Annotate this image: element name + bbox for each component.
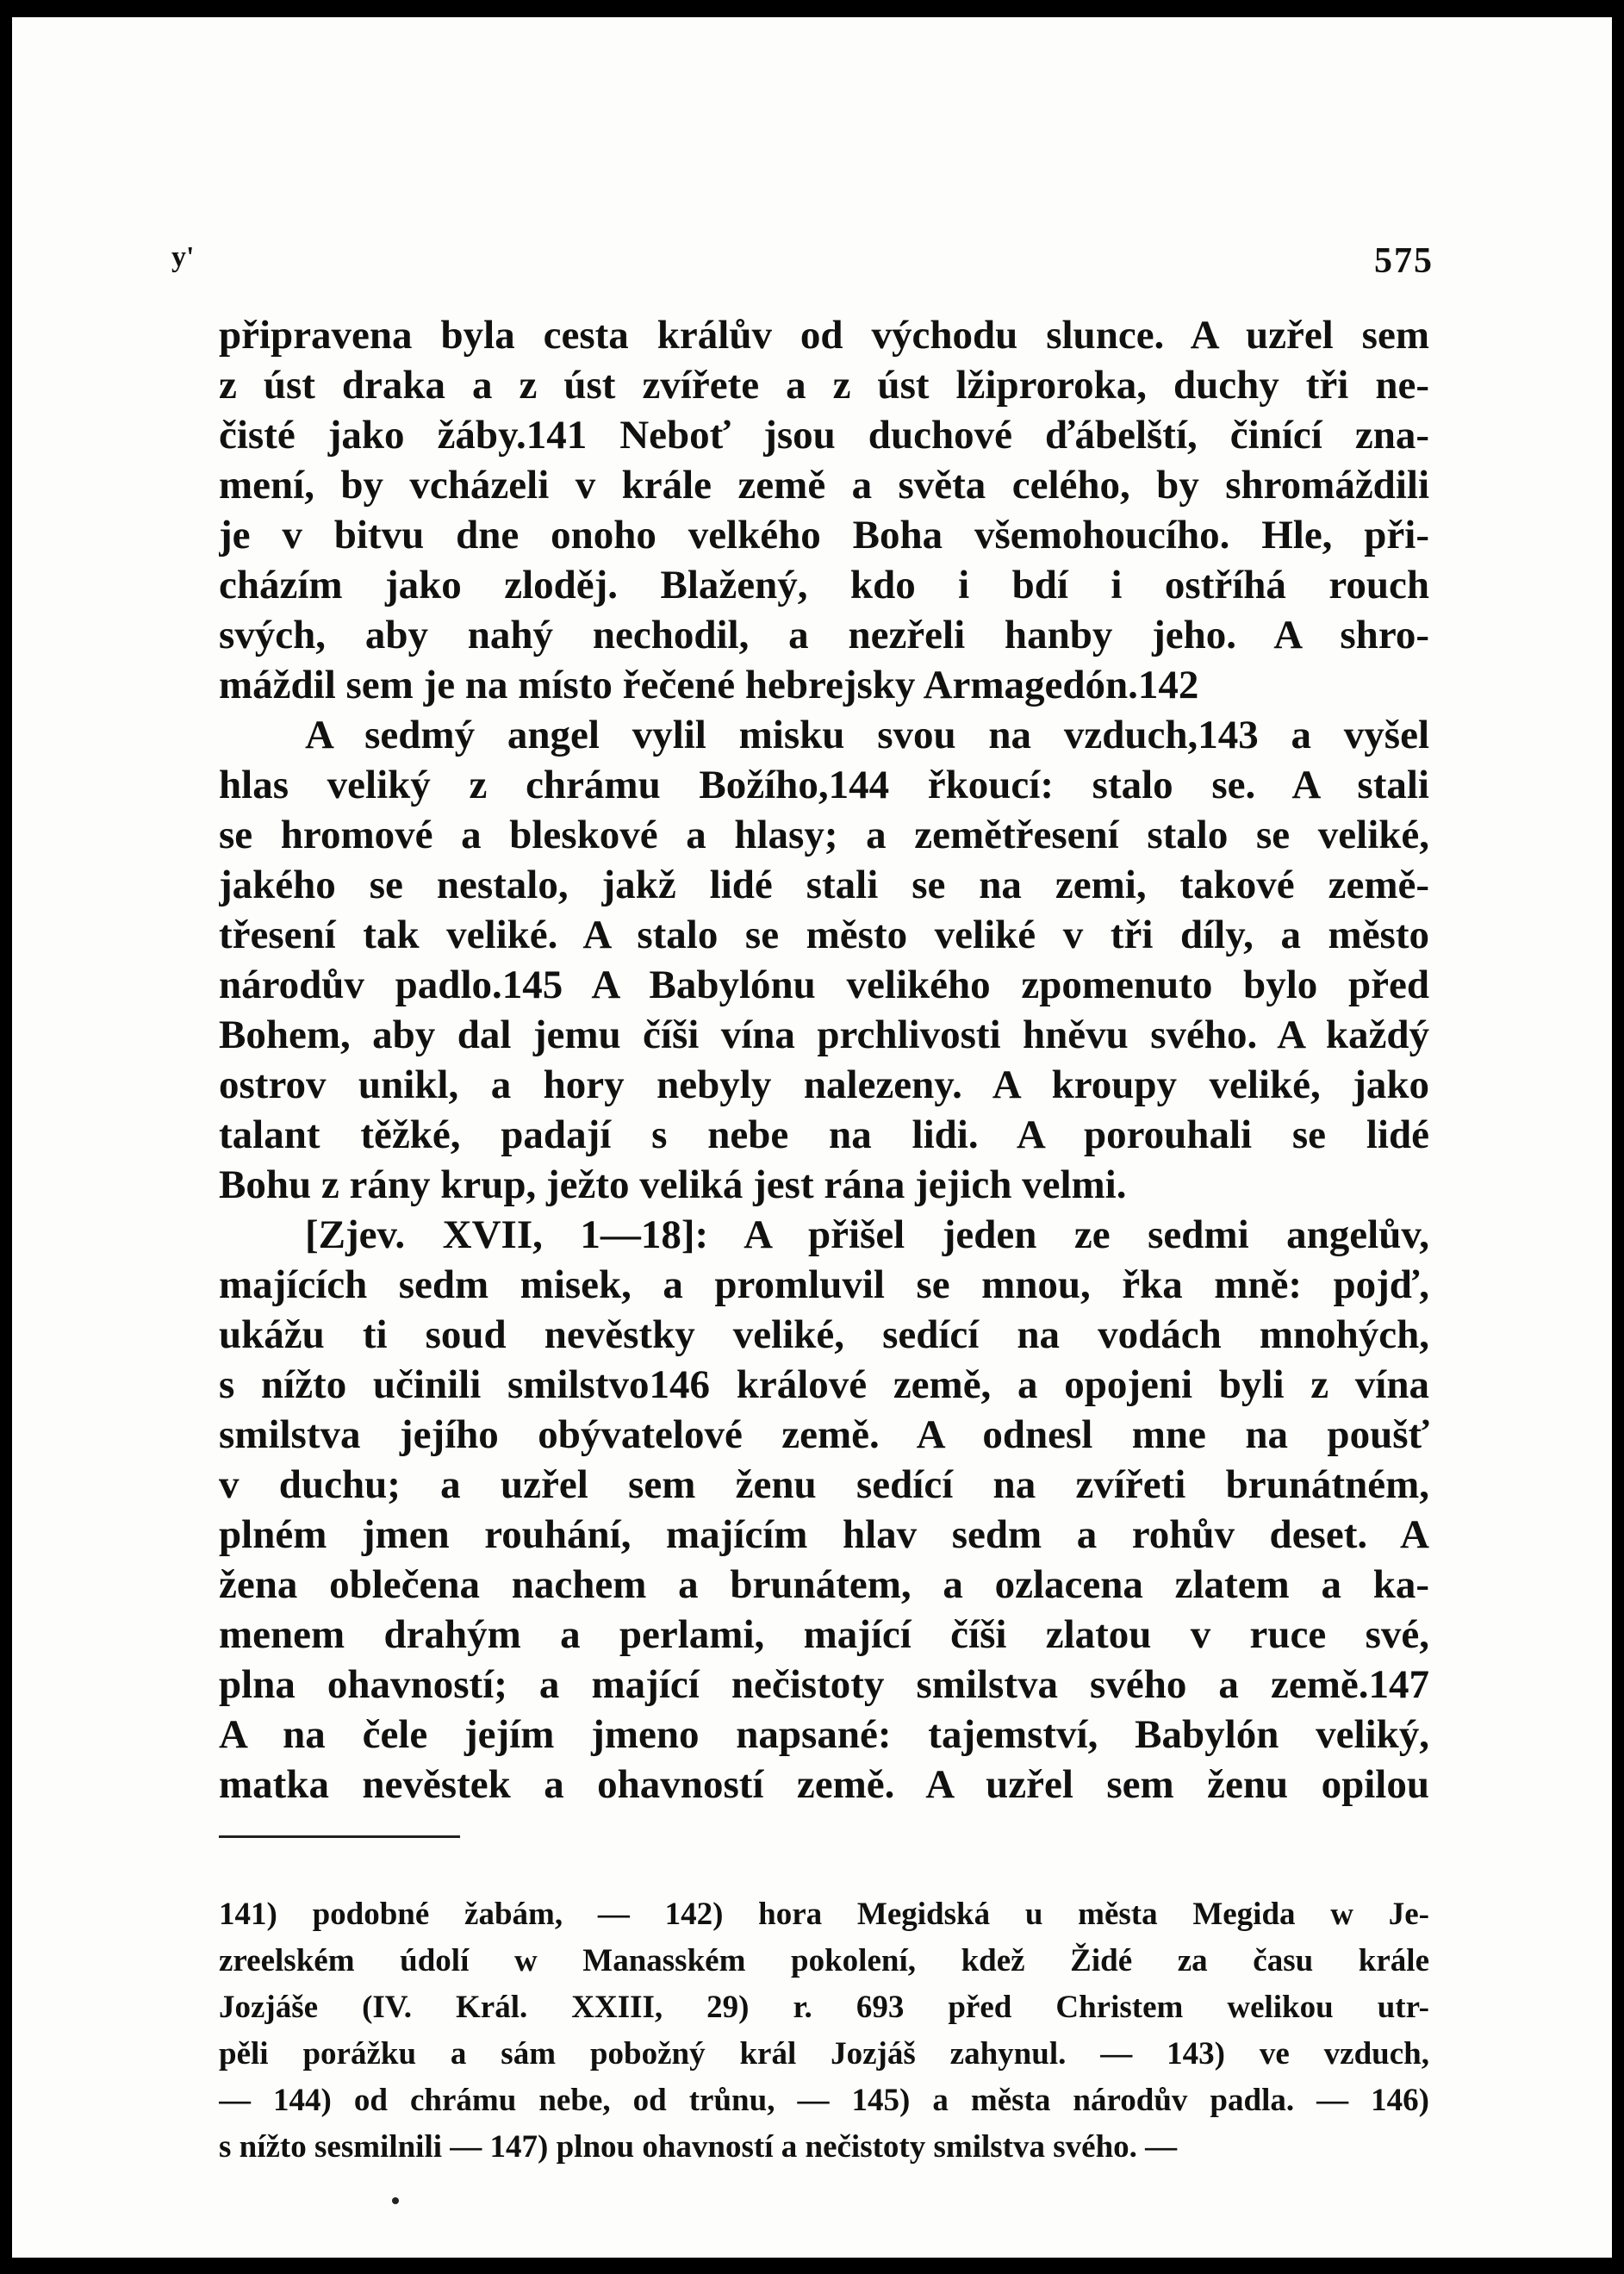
footnote-line: Jozjáše (IV. Král. XXIII, 29) r. 693 před Christem welikou utr- <box>219 1990 1429 2025</box>
book-page <box>12 17 1612 2258</box>
text-line: je v bitvu dne onoho velkého Boha všemohoucího. Hle, při- <box>219 513 1429 558</box>
text-line: ukážu ti soud nevěstky veliké, sedící na vodách mnohých, <box>219 1312 1429 1357</box>
text-line: s nížto učinili smilstvo146 králové země, a opojeni byli z vína <box>219 1362 1429 1407</box>
text-line: cházím jako zloděj. Blažený, kdo i bdí i ostříhá rouch <box>219 563 1429 607</box>
footnote-line: s nížto sesmilnili — 147) plnou ohavností a nečistoty smilstva svého. — <box>219 2129 1178 2165</box>
footnotes <box>219 1891 1429 2171</box>
text-line: jakého se nestalo, jakž lidé stali se na zemi, takové země- <box>219 863 1429 907</box>
text-line: třesení tak veliké. A stalo se město veliké v tři díly, a město <box>219 913 1429 957</box>
text-line: ostrov unikl, a hory nebyly nalezeny. A kroupy veliké, jako <box>219 1062 1429 1107</box>
text-line: v duchu; a uzřel sem ženu sedící na zvířeti brunátném, <box>219 1462 1429 1507</box>
text-line: smilstva jejího obývatelové země. A odnesl mne na poušť <box>219 1412 1429 1457</box>
text-line: připravena byla cesta králův od východu slunce. A uzřel sem <box>219 313 1429 358</box>
text-line: A na čele jejím jmeno napsané: tajemství, Babylón veliký, <box>219 1712 1429 1757</box>
footnote-line: — 144) od chrámu nebe, od trůnu, — 145) a města národův padla. — 146) <box>219 2083 1429 2118</box>
ink-speck <box>392 2197 399 2204</box>
text-line: čisté jako žáby.141 Neboť jsou duchové ďábelští, činící zna- <box>219 413 1429 458</box>
text-line: Bohu z rány krup, ježto veliká jest rána jejich velmi. <box>219 1162 1127 1207</box>
footnote-line: 141) podobné žabám, — 142) hora Megidská u města Megida w Je- <box>219 1897 1429 1932</box>
footnote-separator <box>219 1835 460 1838</box>
text-line: matka nevěstek a ohavností země. A uzřel sem ženu opilou <box>219 1762 1429 1807</box>
text-line: žena oblečena nachem a brunátem, a ozlacena zlatem a ka- <box>219 1562 1429 1607</box>
text-line: z úst draka a z úst zvířete a z úst lžiproroka, duchy tři ne- <box>219 363 1429 408</box>
footnote-line: pěli porážku a sám pobožný král Jozjáš zahynul. — 143) ve vzduch, <box>219 2036 1429 2072</box>
page-number: 575 <box>1374 241 1434 281</box>
text-line: Bohem, aby dal jemu číši vína prchlivosti hněvu svého. A každý <box>219 1012 1429 1057</box>
text-line: majících sedm misek, a promluvil se mnou, řka mně: pojď, <box>219 1262 1429 1307</box>
text-line: plném jmen rouhání, majícím hlav sedm a rohův deset. A <box>219 1512 1429 1557</box>
text-line: A sedmý angel vylil misku svou na vzduch,143 a vyšel <box>305 713 1429 757</box>
text-line: máždil sem je na místo řečené hebrejsky Armagedón.142 <box>219 663 1199 707</box>
text-line: mení, by vcházeli v krále země a světa celého, by shromáždili <box>219 463 1429 508</box>
text-line: svých, aby nahý nechodil, a nezřeli hanby jeho. A shro- <box>219 613 1429 657</box>
text-line: [Zjev. XVII, 1—18]: A přišel jeden ze sedmi angelův, <box>305 1212 1429 1257</box>
text-line: se hromové a bleskové a hlasy; a zemětřesení stalo se veliké, <box>219 813 1429 857</box>
text-line: talant těžké, padají s nebe na lidi. A porouhali se lidé <box>219 1112 1429 1157</box>
header-mark: y' <box>171 241 195 273</box>
text-line: hlas veliký z chrámu Božího,144 řkoucí: stalo se. A stali <box>219 763 1429 807</box>
text-line: menem drahým a perlami, mající číši zlatou v ruce své, <box>219 1612 1429 1657</box>
footnote-line: zreelském údolí w Manasském pokolení, kdež Židé za času krále <box>219 1943 1429 1978</box>
text-line: plna ohavností; a mající nečistoty smilstva svého a země.147 <box>219 1662 1429 1707</box>
text-line: národův padlo.145 A Babylónu velikého zpomenuto bylo před <box>219 963 1429 1007</box>
body-text <box>219 310 1429 1810</box>
